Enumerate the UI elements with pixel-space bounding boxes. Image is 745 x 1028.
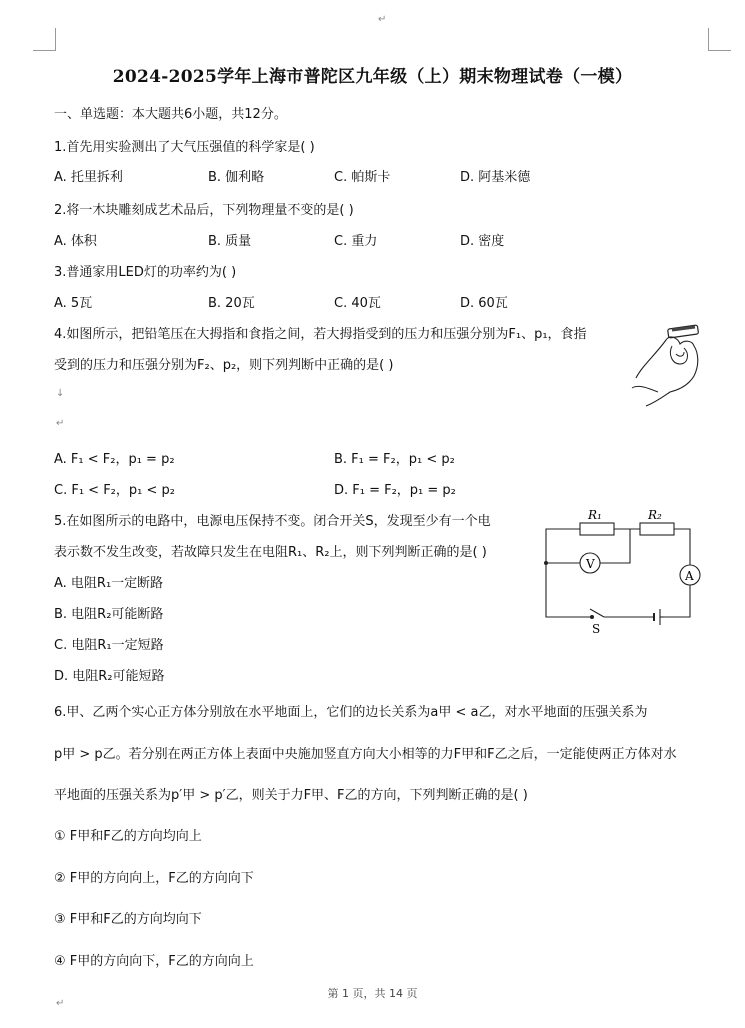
q6-line2: p甲 > p乙。若分别在两正方体上表面中央施加竖直方向大小相等的力F甲和F乙之后，一定能使两正方体对水 [54, 747, 677, 762]
q3-option-d: D. 60瓦 [460, 296, 508, 311]
label-ammeter: A [685, 569, 694, 583]
q4-blank-mark-2: ↵ [56, 418, 65, 429]
q6-item-4: ④ F甲的方向向下，F乙的方向向上 [54, 954, 254, 969]
q4-blank-mark-1: ↓ [56, 388, 65, 399]
q2-stem: 2.将一木块雕刻成艺术品后，下列物理量不变的是( ) [54, 203, 354, 218]
q4-stem-line2: 受到的压力和压强分别为F₂、p₂，则下列判断中正确的是( ) [54, 358, 394, 373]
q3-option-a: A. 5瓦 [54, 296, 93, 311]
circuit-diagram [540, 505, 712, 635]
top-para-mark: ↵ [378, 14, 387, 25]
q1-option-c: C. 帕斯卡 [334, 170, 391, 185]
junction-dot [544, 561, 548, 565]
q5-option-a: A. 电阻R₁一定断路 [54, 576, 164, 591]
q2-option-b: B. 质量 [208, 234, 252, 249]
label-switch: S [592, 622, 601, 635]
q6-item-1: ① F甲和F乙的方向均向上 [54, 829, 202, 844]
q4-stem-line1: 4.如图所示，把铅笔压在大拇指和食指之间，若大拇指受到的压力和压强分别为F₁、p₁，食指 [54, 327, 587, 342]
q4-option-c: C. F₁ < F₂，p₁ < p₂ [54, 483, 175, 498]
corner-mark-right [708, 28, 731, 51]
wrist-line [632, 386, 658, 392]
q6-line3: 平地面的压强关系为p′甲 > p′乙，则关于力F甲、F乙的方向，下列判断正确的是( ) [54, 788, 528, 803]
hand-pencil-figure [628, 318, 710, 408]
q3-stem: 3.普通家用LED灯的功率约为( ) [54, 265, 237, 280]
q1-stem: 1.首先用实验测出了大气压强值的科学家是( ) [54, 140, 315, 155]
corner-mark-left [33, 28, 56, 51]
q4-option-d: D. F₁ = F₂，p₁ = p₂ [334, 483, 456, 498]
section-heading: 一、单选题：本大题共6小题，共12分。 [54, 107, 287, 122]
label-r1: R₁ [588, 508, 602, 522]
resistor-r1 [580, 523, 614, 535]
q4-option-b: B. F₁ = F₂，p₁ < p₂ [334, 452, 455, 467]
q1-option-a: A. 托里拆利 [54, 170, 123, 185]
page-title: 2024-2025学年上海市普陀区九年级（上）期末物理试卷（一模） [112, 67, 633, 87]
q1-option-d: D. 阿基米德 [460, 170, 531, 185]
bottom-para-mark: ↵ [56, 998, 65, 1009]
q5-option-b: B. 电阻R₂可能断路 [54, 607, 164, 622]
q4-option-a: A. F₁ < F₂，p₁ = p₂ [54, 452, 175, 467]
q5-option-c: C. 电阻R₁一定短路 [54, 638, 164, 653]
q6-item-3: ③ F甲和F乙的方向均向下 [54, 912, 202, 927]
label-r2: R₂ [648, 508, 662, 522]
q5-option-d: D. 电阻R₂可能短路 [54, 669, 165, 684]
page-footer: 第 1 页，共 14 页 [327, 987, 418, 1000]
hand-outline [636, 337, 698, 406]
q2-option-d: D. 密度 [460, 234, 505, 249]
q6-item-2: ② F甲的方向向上，F乙的方向向下 [54, 871, 254, 886]
q5-stem-line1: 5.在如图所示的电路中，电源电压保持不变。闭合开关S，发现至少有一个电 [54, 514, 491, 529]
q3-option-b: B. 20瓦 [208, 296, 255, 311]
q6-line1: 6.甲、乙两个实心正方体分别放在水平地面上，它们的边长关系为a甲 < a乙，对水平地面的压强关系为 [54, 705, 648, 720]
q1-option-b: B. 伽利略 [208, 170, 265, 185]
label-voltmeter: V [586, 557, 595, 571]
finger-curl [670, 346, 687, 364]
q5-stem-line2: 表示数不发生改变，若故障只发生在电阻R₁、R₂上，则下列判断正确的是( ) [54, 545, 487, 560]
q2-option-a: A. 体积 [54, 234, 97, 249]
resistor-r2 [640, 523, 674, 535]
q3-option-c: C. 40瓦 [334, 296, 381, 311]
q2-option-c: C. 重力 [334, 234, 378, 249]
